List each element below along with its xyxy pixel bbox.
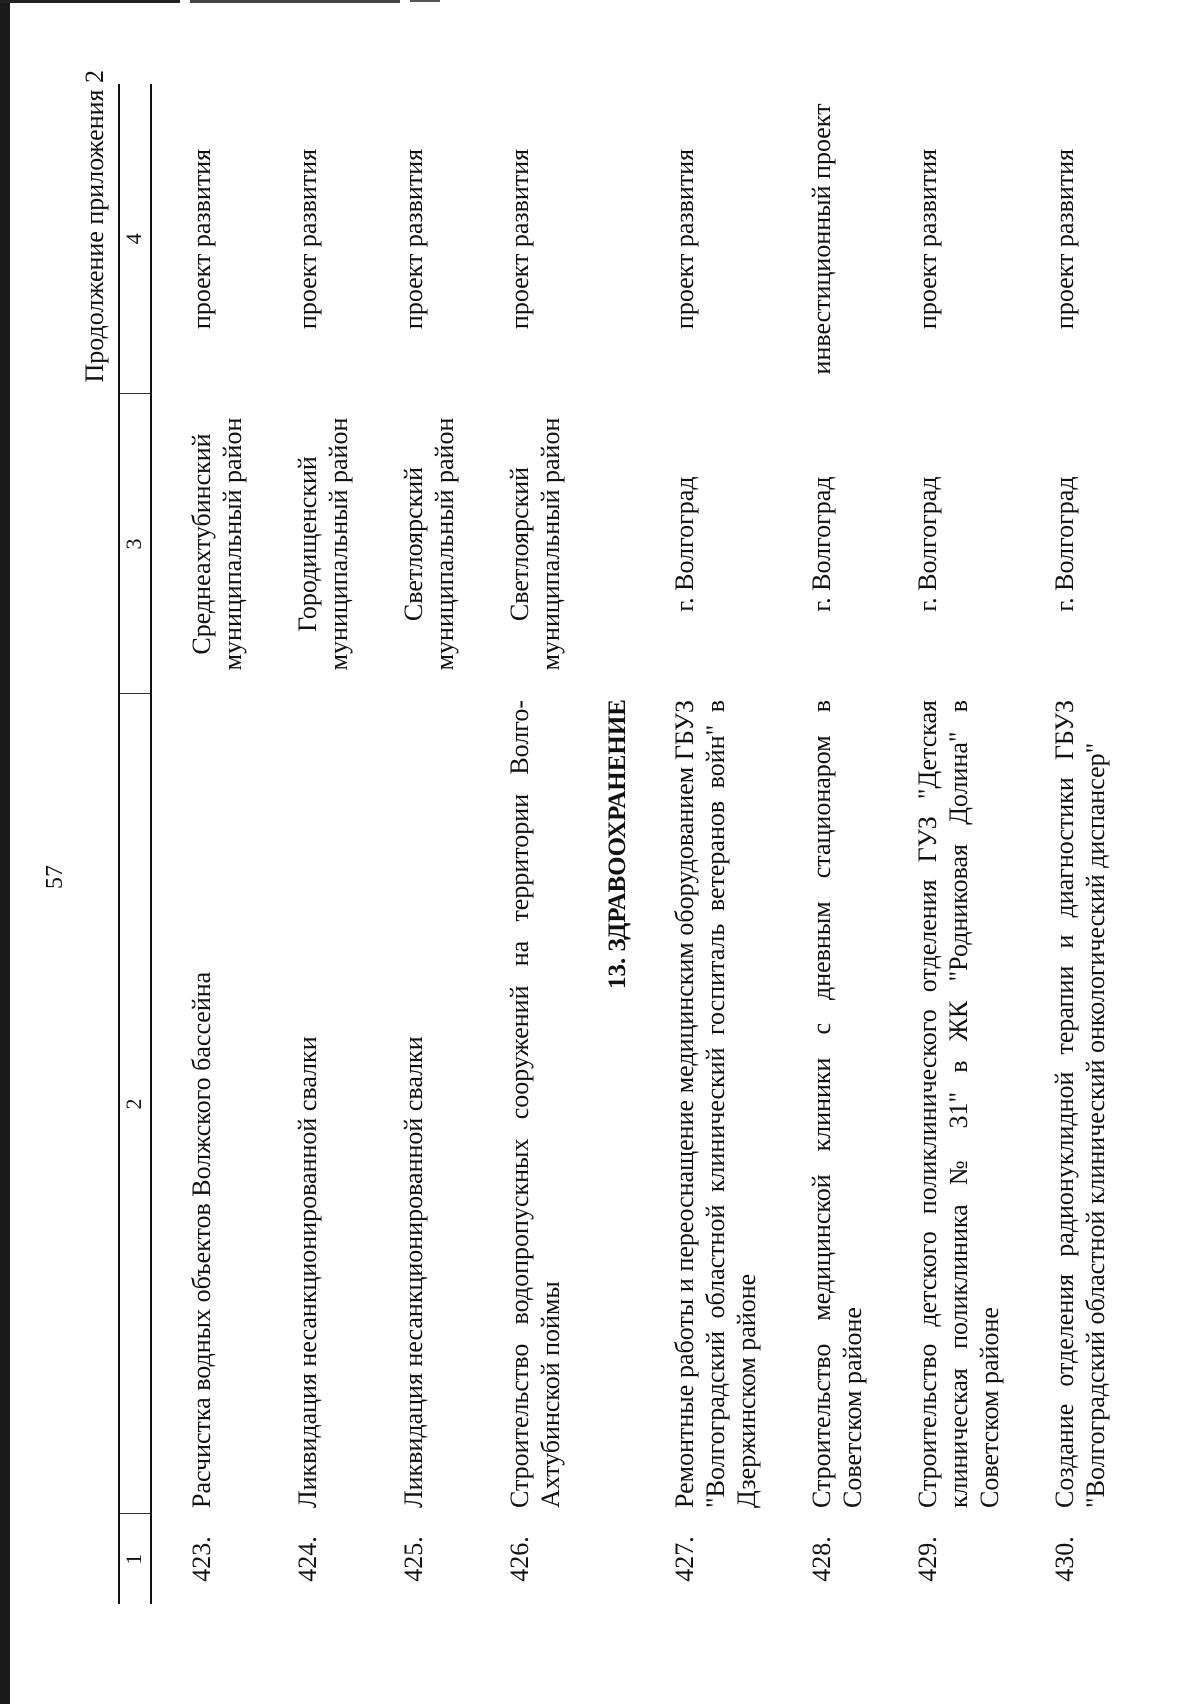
project-name: Ликвидация несанкционированной свалки bbox=[399, 1036, 428, 1508]
project-location: г. Волгоград bbox=[670, 476, 699, 612]
section-row bbox=[576, 84, 635, 1604]
project-type: проект развития bbox=[670, 148, 699, 330]
project-type: проект развития bbox=[913, 148, 942, 330]
column-number: 2 bbox=[119, 694, 151, 1514]
project-location: Городищенский муниципальный район bbox=[293, 417, 353, 671]
row-number: 427. bbox=[670, 1536, 699, 1582]
row-number: 426. bbox=[505, 1536, 534, 1582]
project-location: Светлоярский муниципальный район bbox=[505, 417, 565, 671]
table-row bbox=[470, 84, 576, 1604]
project-location: Светлоярский муниципальный район bbox=[399, 417, 459, 671]
row-number: 430. bbox=[1050, 1536, 1079, 1582]
project-location: г. Волгоград bbox=[1050, 476, 1079, 612]
project-name: Создание отделения радионуклидной терапии и диагностики ГБУЗ "Волгоградский областной клинический онкологический диспансер" bbox=[1050, 700, 1110, 1508]
project-location: г. Волгоград bbox=[807, 476, 836, 612]
table-row bbox=[772, 84, 878, 1604]
project-type: проект развития bbox=[505, 148, 534, 330]
project-name: Ликвидация несанкционированной свалки bbox=[293, 1036, 322, 1508]
projects-table bbox=[118, 84, 1121, 1604]
section-title: 13. ЗДРАВООХРАНЕНИЕ bbox=[604, 699, 631, 989]
project-name: Расчистка водных объектов Волжского бассейна bbox=[187, 971, 216, 1508]
row-number: 429. bbox=[913, 1536, 942, 1582]
table-row bbox=[878, 84, 1015, 1604]
row-number: 425. bbox=[399, 1536, 428, 1582]
table-row bbox=[1015, 84, 1121, 1604]
row-number: 428. bbox=[807, 1536, 836, 1582]
column-number: 4 bbox=[119, 84, 151, 394]
project-type: проект развития bbox=[399, 148, 428, 330]
project-name: Строительство медицинской клиники с дневным стационаром в Советском районе bbox=[807, 700, 867, 1508]
project-location: Среднеахтубинский муниципальный район bbox=[187, 417, 247, 671]
project-type: проект развития bbox=[1050, 148, 1079, 330]
table-row bbox=[151, 84, 258, 1604]
continuation-label: Продолжение приложения 2 bbox=[80, 70, 109, 383]
row-number: 423. bbox=[187, 1536, 216, 1582]
project-type: проект развития bbox=[187, 148, 216, 330]
project-name: Ремонтные работы и переоснащение медицинским оборудованием ГБУЗ "Волгоградский областной клинический госпиталь ветеранов войн" в Дзержинском районе bbox=[670, 700, 761, 1508]
table-row bbox=[635, 84, 772, 1604]
row-number: 424. bbox=[293, 1536, 322, 1582]
column-numbers-row bbox=[119, 84, 151, 1604]
project-name: Строительство детского поликлинического отделения ГУЗ "Детская клиническая поликлиника № 31" в ЖК "Родниковая Долина" в Советском районе bbox=[913, 700, 1004, 1508]
project-type: проект развития bbox=[293, 148, 322, 330]
project-name: Строительство водопропускных сооружений на территории Волго-Ахтубинской поймы bbox=[505, 700, 565, 1508]
table-row bbox=[258, 84, 364, 1604]
project-location: г. Волгоград bbox=[913, 476, 942, 612]
column-number: 1 bbox=[119, 1514, 151, 1604]
column-number: 3 bbox=[119, 394, 151, 694]
project-type: инвестиционный проект bbox=[807, 103, 836, 375]
page-number: 57 bbox=[42, 865, 68, 889]
table-row bbox=[364, 84, 470, 1604]
